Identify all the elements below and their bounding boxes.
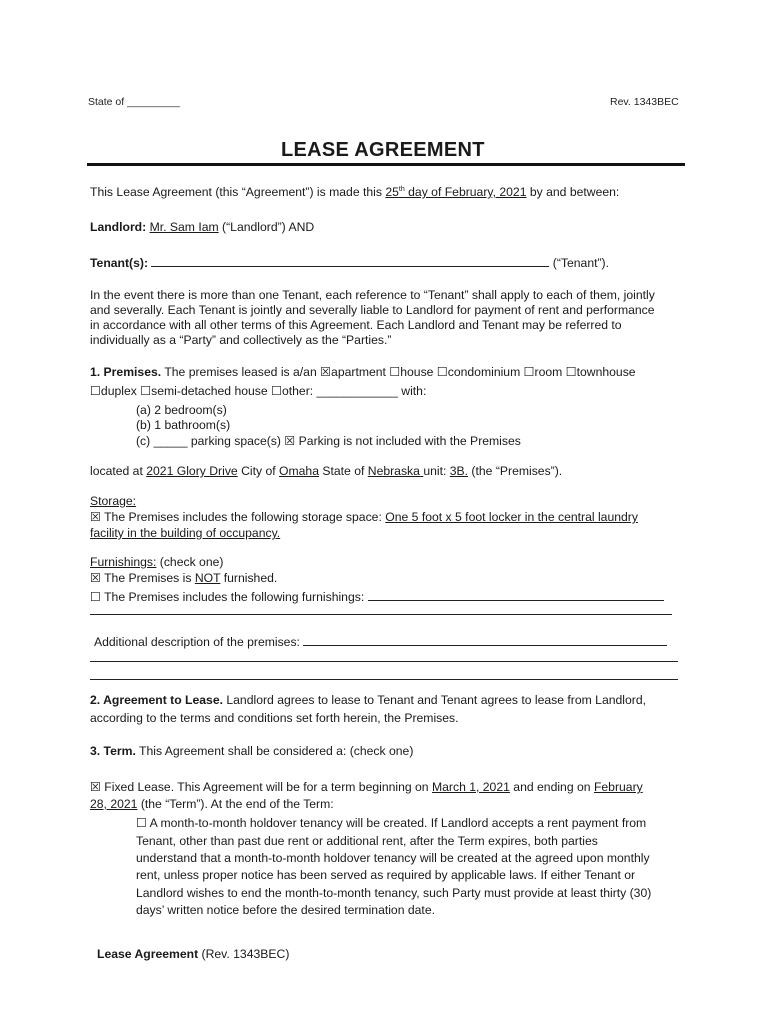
agreement-line-1 [90,693,646,708]
holdover-line-5: Landlord wishes to end the month-to-month tenancy, such Party must provide at least thirty (30) [136,886,652,900]
tenant-blank[interactable] [151,255,549,267]
additional-description [94,634,667,650]
storage-line-2: facility in the building of occupancy. [90,526,281,540]
additional-label: Additional description of the premises: [94,635,304,649]
intro-prefix: This Lease Agreement (this “Agreement”) is made this [90,185,386,199]
landlord-line [90,220,314,235]
furnishings-blank-line-2[interactable] [90,614,672,615]
term-line [90,744,413,759]
page-footer [97,947,289,962]
intro-day: 25 [385,185,399,199]
additional-blank-line-2[interactable] [90,661,678,662]
term-start-date: March 1, 2021 [431,780,510,794]
landlord-label: Landlord: [90,220,147,234]
furnishings-opt1-prefix: ☒ The Premises is [90,571,195,585]
premises-line-1 [90,365,636,380]
furnishings-opt1-suffix: furnished. [220,571,278,585]
holdover-line-4: rent, unless proper notice has been served as required by applicable laws. If either Tenant or [136,868,636,882]
intro-suffix: by and between: [526,185,620,199]
premises-heading: 1. Premises. [90,365,162,379]
fixed-lease-prefix: ☒ Fixed Lease. This Agreement will be for a term beginning on [90,780,432,794]
city-label: City of [237,464,280,478]
footer-revision: (Rev. 1343BEC) [198,947,290,961]
furnishings-heading-line [90,555,223,570]
premises-state: Nebraska [367,464,424,478]
intro-date [385,185,526,199]
intro-paragraph [90,185,619,200]
intro-day-sup: th [398,185,405,193]
premises-type-options[interactable]: The premises leased is a/an ☒apartment ☐house ☐condominium ☐room ☐townhouse [161,365,636,379]
term-after: (the “Term”). At the end of the Term: [137,797,334,811]
furnishings-heading: Furnishings: [90,555,157,569]
term-heading: 3. Term. [90,744,136,758]
unit-label: unit: [423,464,450,478]
term-mid: and ending on [509,780,594,794]
landlord-name: Mr. Sam Iam [149,220,219,234]
holdover-line-3: understand that a month-to-month holdover tenancy will be created at the agreed upon monthly [136,851,650,865]
fixed-lease-line-1[interactable] [90,780,643,795]
document-title: LEASE AGREEMENT [281,139,485,161]
furnishings-option-2[interactable] [90,589,664,605]
additional-blank-line-3[interactable] [90,679,678,680]
premises-location [90,464,562,479]
furnishings-note: (check one) [156,555,224,569]
storage-checkbox-text[interactable]: ☒ The Premises includes the following storage space: [90,510,386,524]
agreement-line-2: according to the terms and conditions set forth herein, the Premises. [90,711,459,725]
furnishings-option-1[interactable] [90,571,277,586]
location-suffix: (the “Premises”). [468,464,563,478]
storage-value: One 5 foot x 5 foot locker in the central laundry [385,510,638,524]
multi-tenant-line-2: and severally. Each Tenant is jointly and severally liable to Landlord for payment of rent and performance [90,303,655,317]
furnishings-blank[interactable] [368,589,664,601]
premises-line-2[interactable]: ☐duplex ☐semi-detached house ☐other: ____________ with: [90,384,427,398]
furnishings-not: NOT [194,571,221,585]
holdover-line-1[interactable]: ☐ A month-to-month holdover tenancy will be created. If Landlord accepts a rent payment from [136,816,647,830]
holdover-line-6: days’ written notice before the desired termination date. [136,903,435,917]
multi-tenant-line-1: In the event there is more than one Tenant, each reference to “Tenant” shall apply to each of them, jointly [90,288,655,302]
state-label: State of [318,464,368,478]
agreement-heading: 2. Agreement to Lease. [90,693,223,707]
furnishings-opt2-text: ☐ The Premises includes the following furnishings: [90,590,368,604]
fixed-lease-line-2 [90,797,334,812]
term-end-day-year: 28, 2021 [90,797,138,811]
landlord-suffix: (“Landlord”) AND [218,220,315,234]
storage-line-1 [90,510,638,525]
location-prefix: located at [90,464,147,478]
premises-address: 2021 Glory Drive [146,464,238,478]
agreement-text-1: Landlord agrees to lease to Tenant and Tenant agrees to lease from Landlord, [222,693,647,707]
premises-unit: 3B. [449,464,469,478]
intro-date-rest: day of February, 2021 [404,185,527,199]
premises-parking[interactable]: (c) _____ parking space(s) ☒ Parking is not included with the Premises [136,434,521,448]
term-text: This Agreement shall be considered a: (check one) [135,744,414,758]
tenant-suffix: (“Tenant”). [549,256,609,270]
term-end-month: February [593,780,643,794]
revision-header: Rev. 1343BEC [610,96,679,108]
premises-bathrooms: (b) 1 bathroom(s) [136,418,231,432]
footer-title: Lease Agreement [97,947,199,961]
storage-heading: Storage: [90,494,137,508]
state-header: State of _________ [88,96,180,108]
additional-blank[interactable] [303,634,667,646]
premises-bedrooms: (a) 2 bedroom(s) [136,403,227,417]
multi-tenant-line-4: individually as a “Party” and collectively as the “Parties.” [90,333,392,347]
tenant-label: Tenant(s): [90,256,148,270]
title-rule [87,163,685,166]
tenant-line [90,255,609,271]
holdover-line-2: Tenant, other than past due rent or additional rent, after the Term expires, both parties [136,834,598,848]
premises-city: Omaha [279,464,319,478]
multi-tenant-line-3: in accordance with all other terms of this Agreement. Each Landlord and Tenant may be referred to [90,318,622,332]
